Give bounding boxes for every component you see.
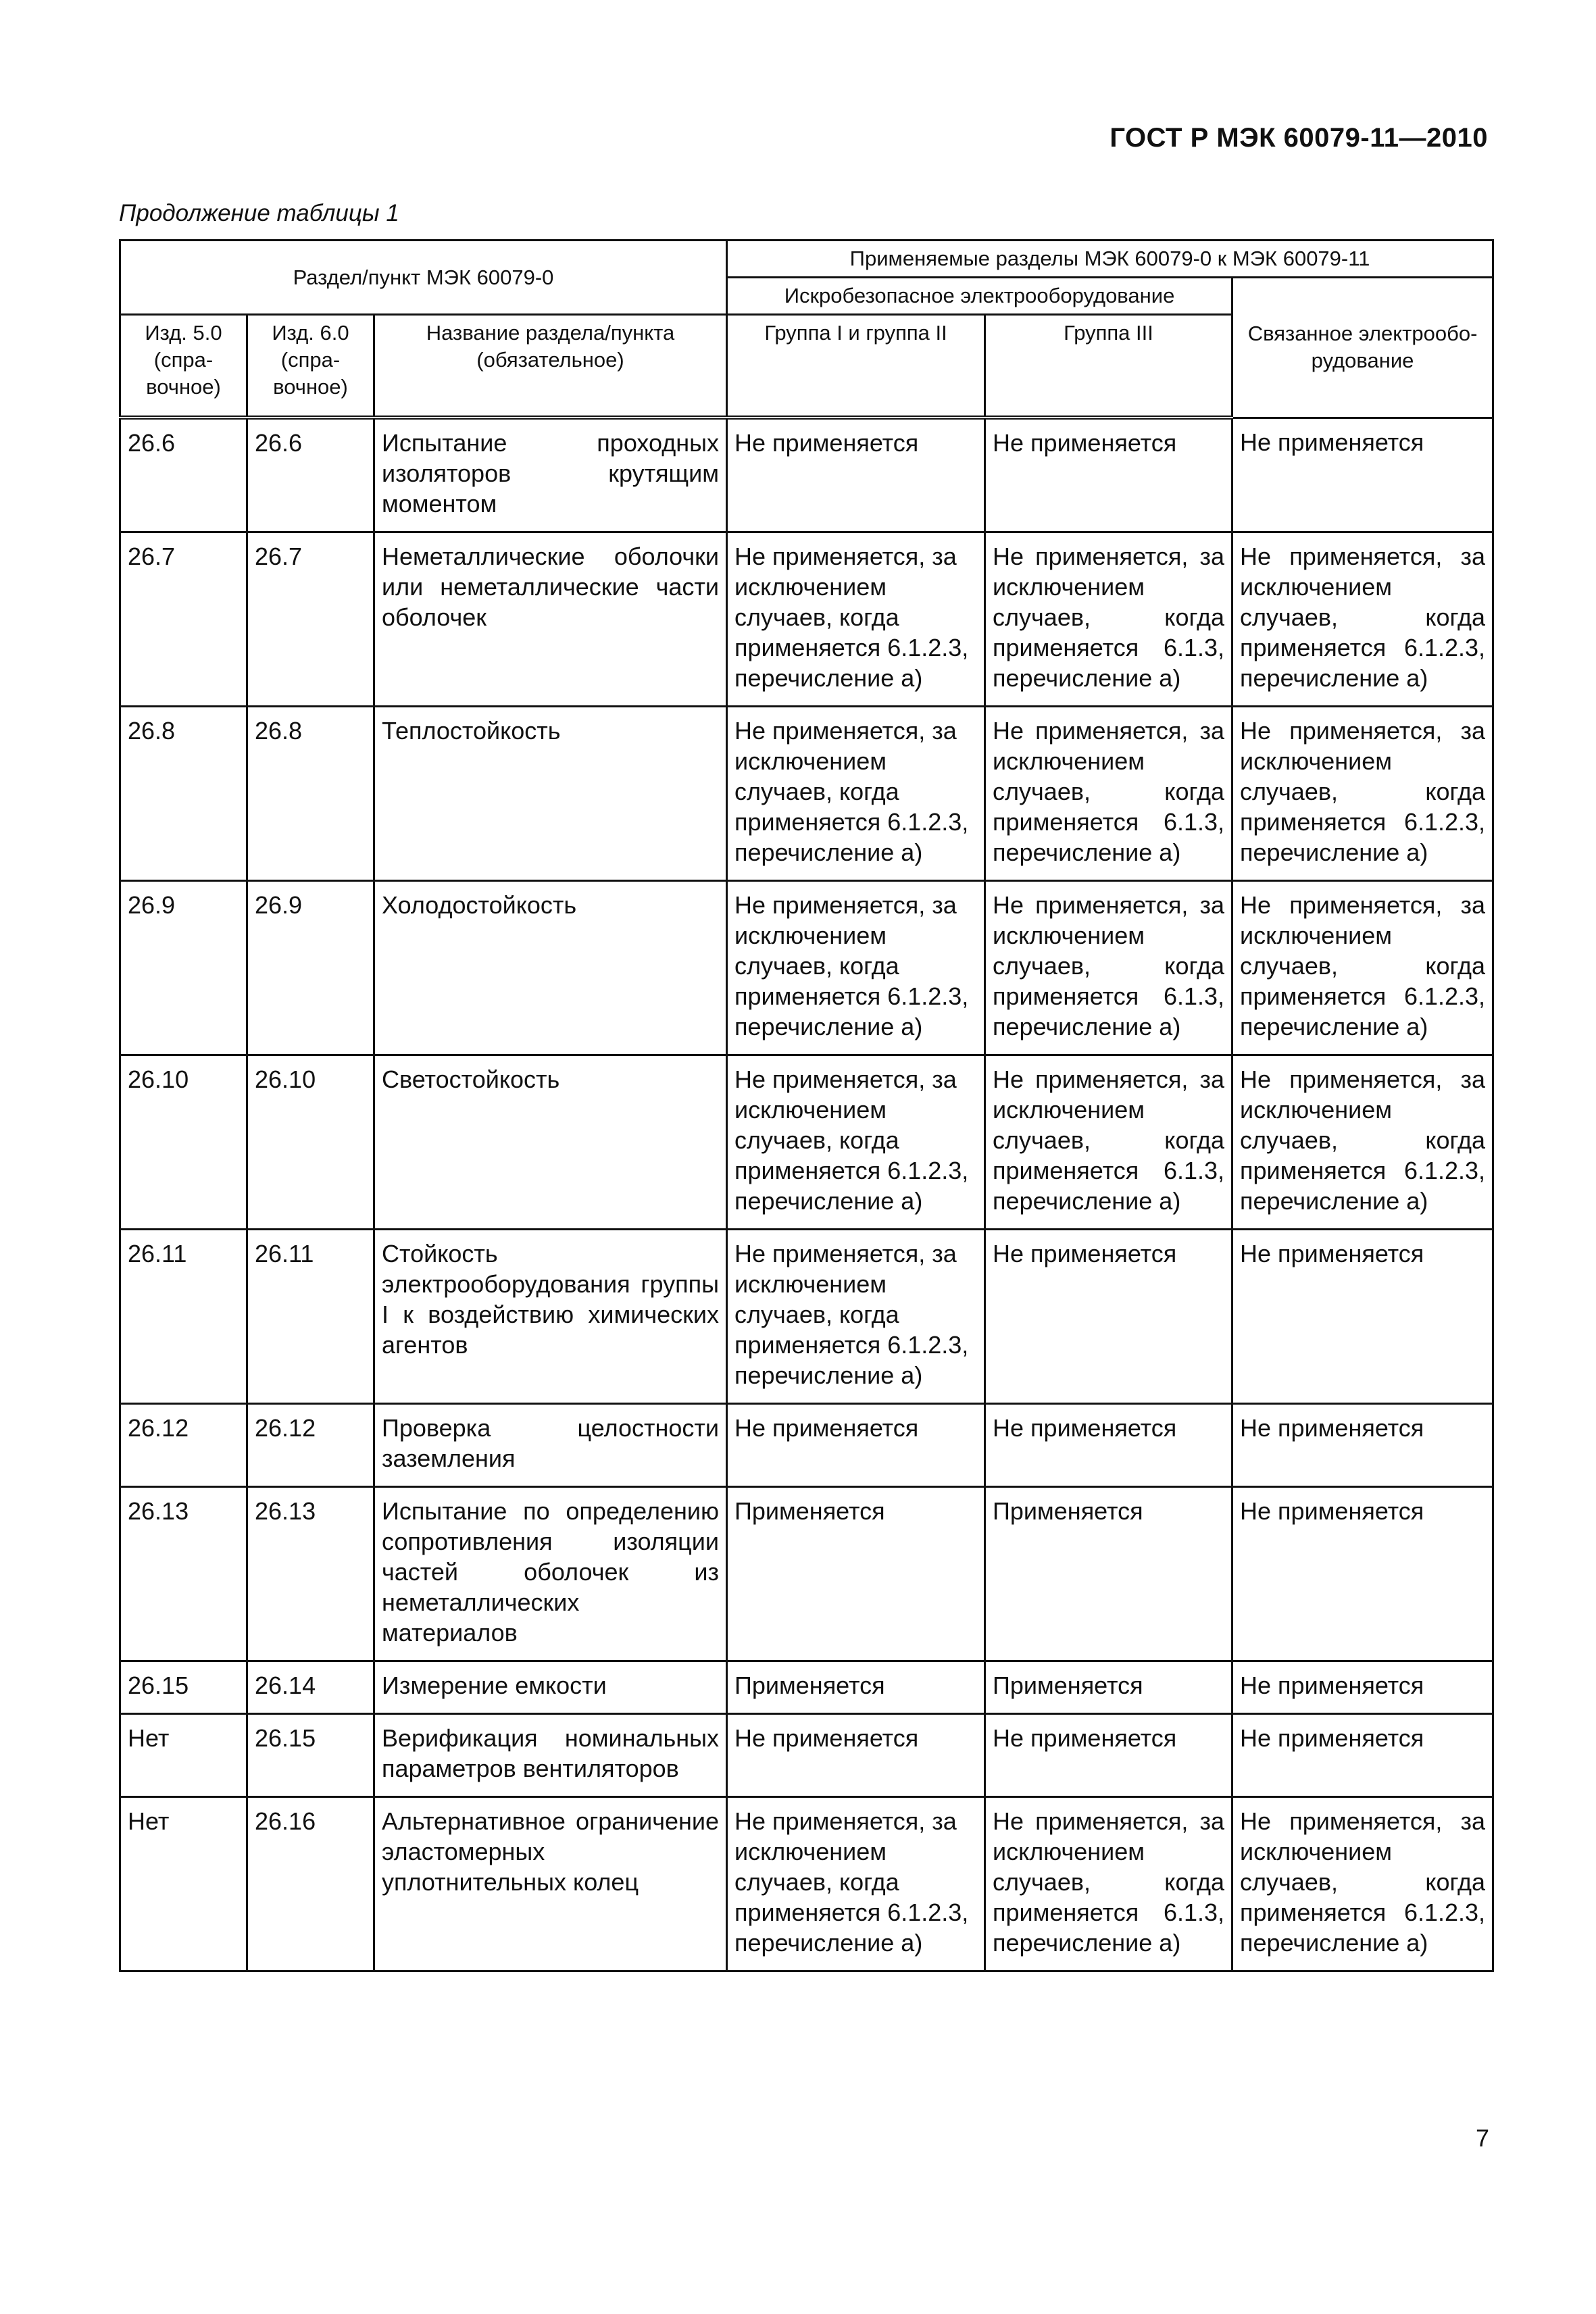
cell-section-name: Испытание по определению сопротивления изоляции частей оболочек из неметаллических материалов: [374, 1487, 727, 1661]
cell-edition-6: 26.8: [247, 707, 374, 881]
cell-associated-equipment: Не применяется, за исключением случаев, когда применяется 6.1.2.3, перечисление а): [1232, 1055, 1493, 1230]
cell-edition-6: 26.6: [247, 418, 374, 532]
cell-section-name: Испытание проходных изоляторов крутящим моментом: [374, 418, 727, 532]
cell-edition-6: 26.9: [247, 881, 374, 1055]
cell-section-name: Проверка целостности заземления: [374, 1404, 727, 1487]
cell-edition-6: 26.10: [247, 1055, 374, 1230]
cell-edition-6: 26.13: [247, 1487, 374, 1661]
cell-group-3: Не применяется, за исключением случаев, когда применяется 6.1.3, перечисление а): [985, 532, 1232, 707]
cell-section-name: Светостойкость: [374, 1055, 727, 1230]
header-group-3: Группа III: [985, 315, 1232, 418]
table-row: [120, 532, 1493, 707]
cell-edition-6: 26.15: [247, 1714, 374, 1797]
cell-group-1-2: Не применяется: [727, 418, 985, 532]
cell-group-3: Применяется: [985, 1487, 1232, 1661]
cell-group-3: Не применяется: [985, 1230, 1232, 1404]
cell-group-3: Не применяется: [985, 1404, 1232, 1487]
cell-associated-equipment: Не применяется: [1232, 1230, 1493, 1404]
cell-section-name: Теплостойкость: [374, 707, 727, 881]
cell-group-1-2: Применяется: [727, 1661, 985, 1714]
header-section-group: Раздел/пункт МЭК 60079-0: [120, 241, 727, 315]
cell-section-name: Стойкость электрооборудования группы I к воздействию химических агентов: [374, 1230, 727, 1404]
cell-edition-6: 26.16: [247, 1797, 374, 1971]
header-intrinsic-group: Искробезопасное электрооборудование: [727, 278, 1232, 315]
table-row: [120, 1055, 1493, 1230]
cell-edition-5: 26.13: [120, 1487, 247, 1661]
cell-group-1-2: Не применяется, за исключением случаев, когда применяется 6.1.2.3, перечисление а): [727, 1797, 985, 1971]
cell-section-name: Неметаллические оболочки или неметаллические части оболочек: [374, 532, 727, 707]
cell-group-1-2: Не применяется, за исключением случаев, когда применяется 6.1.2.3, перечисление а): [727, 532, 985, 707]
cell-associated-equipment: Не применяется, за исключением случаев, когда применяется 6.1.2.3, перечисление а): [1232, 881, 1493, 1055]
cell-group-1-2: Не применяется, за исключением случаев, когда применяется 6.1.2.3, перечисление а): [727, 881, 985, 1055]
cell-group-3: Не применяется, за исключением случаев, когда применяется 6.1.3, перечисление а): [985, 1797, 1232, 1971]
table-row: [120, 707, 1493, 881]
table-row: [120, 1230, 1493, 1404]
page-number: 7: [1475, 2124, 1489, 2152]
cell-edition-5: 26.6: [120, 418, 247, 532]
table-caption: Продолжение таблицы 1: [119, 200, 399, 226]
header-associated-equipment: Связанное электрообо-рудование: [1232, 278, 1493, 418]
cell-edition-6: 26.7: [247, 532, 374, 707]
cell-associated-equipment: Не применяется, за исключением случаев, когда применяется 6.1.2.3, перечисление а): [1232, 707, 1493, 881]
table-row: [120, 418, 1493, 532]
cell-group-1-2: Применяется: [727, 1487, 985, 1661]
cell-group-1-2: Не применяется, за исключением случаев, когда применяется 6.1.2.3, перечисление а): [727, 707, 985, 881]
cell-group-1-2: Не применяется, за исключением случаев, когда применяется 6.1.2.3, перечисление а): [727, 1230, 985, 1404]
cell-group-1-2: Не применяется: [727, 1404, 985, 1487]
cell-section-name: Измерение емкости: [374, 1661, 727, 1714]
cell-section-name: Холодостойкость: [374, 881, 727, 1055]
header-edition-6: Изд. 6.0 (спра-вочное): [247, 315, 374, 418]
cell-group-3: Не применяется, за исключением случаев, когда применяется 6.1.3, перечисление а): [985, 1055, 1232, 1230]
cell-edition-5: 26.9: [120, 881, 247, 1055]
table-row: [120, 1714, 1493, 1797]
header-edition-5: Изд. 5.0 (спра-вочное): [120, 315, 247, 418]
cell-edition-5: Нет: [120, 1714, 247, 1797]
cell-edition-6: 26.12: [247, 1404, 374, 1487]
cell-group-1-2: Не применяется: [727, 1714, 985, 1797]
cell-edition-5: 26.11: [120, 1230, 247, 1404]
table-row: [120, 1797, 1493, 1971]
cell-group-1-2: Не применяется, за исключением случаев, когда применяется 6.1.2.3, перечисление а): [727, 1055, 985, 1230]
cell-group-3: Не применяется: [985, 1714, 1232, 1797]
cell-associated-equipment: Не применяется: [1232, 418, 1493, 532]
cell-section-name: Альтернативное ограничение эластомерных уплотнительных колец: [374, 1797, 727, 1971]
cell-edition-5: 26.7: [120, 532, 247, 707]
cell-edition-5: 26.10: [120, 1055, 247, 1230]
cell-edition-6: 26.14: [247, 1661, 374, 1714]
cell-associated-equipment: Не применяется: [1232, 1714, 1493, 1797]
cell-group-3: Не применяется, за исключением случаев, когда применяется 6.1.3, перечисление а): [985, 707, 1232, 881]
cell-edition-6: 26.11: [247, 1230, 374, 1404]
document-standard-header: ГОСТ Р МЭК 60079-11—2010: [1109, 123, 1488, 153]
cell-associated-equipment: Не применяется: [1232, 1487, 1493, 1661]
table-row: [120, 881, 1493, 1055]
cell-associated-equipment: Не применяется: [1232, 1661, 1493, 1714]
cell-section-name: Верификация номинальных параметров вентиляторов: [374, 1714, 727, 1797]
header-section-name: Название раздела/пункта (обязательное): [374, 315, 727, 418]
cell-associated-equipment: Не применяется, за исключением случаев, когда применяется 6.1.2.3, перечисление а): [1232, 1797, 1493, 1971]
cell-edition-5: Нет: [120, 1797, 247, 1971]
cell-edition-5: 26.15: [120, 1661, 247, 1714]
cell-group-3: Применяется: [985, 1661, 1232, 1714]
table-row: [120, 1661, 1493, 1714]
cell-associated-equipment: Не применяется, за исключением случаев, когда применяется 6.1.2.3, перечисление а): [1232, 532, 1493, 707]
cell-edition-5: 26.8: [120, 707, 247, 881]
table-row: [120, 1487, 1493, 1661]
table-row: [120, 1404, 1493, 1487]
cell-group-3: Не применяется: [985, 418, 1232, 532]
header-group-1-2: Группа I и группа II: [727, 315, 985, 418]
header-applicable-group: Применяемые разделы МЭК 60079-0 к МЭК 60079-11: [727, 241, 1493, 278]
applicability-table: [119, 239, 1494, 1972]
cell-associated-equipment: Не применяется: [1232, 1404, 1493, 1487]
cell-edition-5: 26.12: [120, 1404, 247, 1487]
cell-group-3: Не применяется, за исключением случаев, когда применяется 6.1.3, перечисление а): [985, 881, 1232, 1055]
